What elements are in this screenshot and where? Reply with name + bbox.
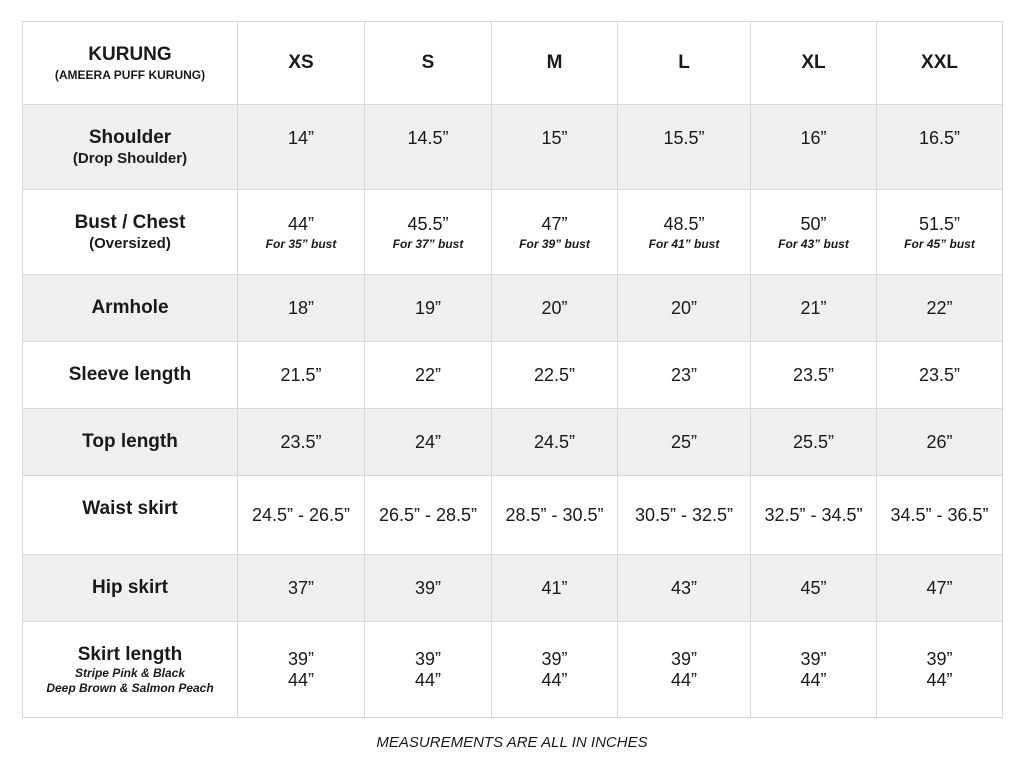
- measurement-value: 24”: [414, 431, 441, 452]
- value-cell: [618, 555, 751, 622]
- value-cell: [492, 622, 618, 718]
- row-label-cell: [23, 622, 238, 718]
- value-cell: [751, 190, 877, 275]
- value-cell: [618, 105, 751, 190]
- row-armhole: [23, 275, 1003, 342]
- row-shoulder: [23, 105, 1003, 190]
- measurement-value: 48.5”: [663, 213, 705, 234]
- measurement-value: 44”: [800, 669, 827, 690]
- value-cell: [365, 105, 492, 190]
- measurement-value: 25.5”: [792, 431, 835, 452]
- row-label: Skirt length: [77, 643, 183, 665]
- value-cell: [751, 555, 877, 622]
- value-cell: [492, 409, 618, 476]
- measurement-value: 25”: [670, 431, 697, 452]
- measurement-value: 44”: [541, 669, 568, 690]
- value-cell: [618, 409, 751, 476]
- measurement-value: 39”: [800, 648, 827, 669]
- bust-note: For 35” bust: [265, 236, 337, 251]
- value-cell: [751, 622, 877, 718]
- measurement-value: 28.5” - 30.5”: [505, 504, 604, 525]
- measurement-value: 23.5”: [918, 364, 961, 385]
- value-cell: [492, 190, 618, 275]
- measurement-value: 37”: [287, 577, 314, 598]
- value-cell: [618, 476, 751, 555]
- measurement-value: 15.5”: [663, 128, 705, 148]
- measurement-value: 32.5” - 34.5”: [764, 504, 863, 525]
- measurement-value: 14.5”: [407, 128, 449, 148]
- row-label-cell: [23, 342, 238, 409]
- row-label: Sleeve length: [68, 364, 192, 385]
- row-label: Bust / Chest: [74, 212, 186, 233]
- measurement-value: 18”: [287, 297, 314, 318]
- measurement-value: 39”: [414, 577, 441, 598]
- value-cell: [492, 275, 618, 342]
- measurement-value: 16.5”: [918, 128, 961, 148]
- size-header-xs: [238, 22, 365, 105]
- bust-note: For 37” bust: [392, 236, 464, 251]
- measurement-value: 23.5”: [792, 364, 835, 385]
- size-header-xl: [751, 22, 877, 105]
- row-top-length: [23, 409, 1003, 476]
- measurement-value: 24.5” - 26.5”: [251, 504, 351, 525]
- row-sublabel: Stripe Pink & Black: [74, 665, 186, 680]
- measurement-value: 45”: [800, 577, 827, 598]
- measurement-value: 39”: [670, 648, 697, 669]
- measurement-value: 22.5”: [533, 364, 576, 385]
- row-skirt-length: [23, 622, 1003, 718]
- value-cell: [492, 105, 618, 190]
- value-cell: [492, 555, 618, 622]
- row-hip-skirt: [23, 555, 1003, 622]
- measurement-value: 50”: [800, 213, 827, 234]
- bust-note: For 41” bust: [648, 236, 720, 251]
- value-cell: [238, 190, 365, 275]
- product-header-cell: [23, 22, 238, 105]
- bust-note: For 43” bust: [778, 236, 849, 251]
- value-cell: [877, 409, 1003, 476]
- bust-note: For 45” bust: [904, 236, 975, 251]
- size-label: XL: [801, 52, 826, 73]
- size-label: XS: [288, 52, 314, 73]
- value-cell: [238, 409, 365, 476]
- size-label: S: [421, 52, 435, 73]
- measurement-value: 21”: [800, 297, 827, 318]
- value-cell: [365, 555, 492, 622]
- size-header-xxl: [877, 22, 1003, 105]
- row-sleeve-length: [23, 342, 1003, 409]
- measurement-value: 43”: [670, 577, 697, 598]
- measurement-value: 41”: [541, 577, 568, 598]
- size-label: M: [546, 52, 563, 73]
- measurement-value: 44”: [670, 669, 697, 690]
- measurement-value: 39”: [287, 648, 314, 669]
- value-cell: [751, 105, 877, 190]
- measurement-value: 24.5”: [533, 431, 576, 452]
- row-label: Waist skirt: [82, 498, 178, 519]
- bust-note: For 39” bust: [519, 236, 590, 251]
- value-cell: [877, 622, 1003, 718]
- measurement-value: 44”: [414, 669, 441, 690]
- measurement-value: 23”: [670, 364, 697, 385]
- measurement-value: 44”: [287, 213, 314, 234]
- row-label-cell: [23, 105, 238, 190]
- value-cell: [365, 275, 492, 342]
- row-label-cell: [23, 555, 238, 622]
- value-cell: [365, 190, 492, 275]
- measurement-value: 47”: [926, 577, 953, 598]
- product-title: KURUNG: [88, 44, 172, 65]
- measurement-value: 39”: [414, 648, 441, 669]
- value-cell: [238, 275, 365, 342]
- product-subtitle: (AMEERA PUFF KURUNG): [54, 68, 206, 82]
- row-sublabel: Deep Brown & Salmon Peach: [46, 680, 214, 695]
- size-header-m: [492, 22, 618, 105]
- row-label-cell: [23, 190, 238, 275]
- measurement-value: 20”: [670, 297, 697, 318]
- value-cell: [618, 190, 751, 275]
- measurement-value: 26.5” - 28.5”: [378, 504, 478, 525]
- size-header-l: [618, 22, 751, 105]
- value-cell: [365, 409, 492, 476]
- value-cell: [238, 555, 365, 622]
- measurement-value: 22”: [414, 364, 441, 385]
- row-label: Shoulder: [88, 127, 172, 148]
- row-label-cell: [23, 476, 238, 555]
- value-cell: [238, 476, 365, 555]
- row-label: Armhole: [91, 297, 169, 318]
- row-bust-chest: [23, 190, 1003, 275]
- size-header-s: [365, 22, 492, 105]
- size-chart-table: [22, 21, 1003, 718]
- size-label: XXL: [921, 52, 958, 73]
- value-cell: [618, 342, 751, 409]
- size-label: L: [678, 52, 690, 73]
- value-cell: [238, 105, 365, 190]
- row-waist-skirt: [23, 476, 1003, 555]
- value-cell: [877, 476, 1003, 555]
- row-label-cell: [23, 409, 238, 476]
- value-cell: [877, 190, 1003, 275]
- row-sublabel: (Oversized): [89, 235, 171, 252]
- value-cell: [365, 476, 492, 555]
- header-row: [23, 22, 1003, 105]
- measurement-value: 23.5”: [280, 431, 322, 452]
- value-cell: [877, 555, 1003, 622]
- measurement-value: 44”: [926, 669, 953, 690]
- value-cell: [751, 476, 877, 555]
- row-sublabel: (Drop Shoulder): [72, 150, 188, 167]
- measurement-value: 16”: [800, 128, 827, 148]
- value-cell: [238, 342, 365, 409]
- value-cell: [877, 275, 1003, 342]
- value-cell: [365, 622, 492, 718]
- measurement-value: 22”: [926, 297, 953, 318]
- row-label: Top length: [82, 431, 178, 452]
- measurement-value: 26”: [926, 431, 953, 452]
- measurement-value: 20”: [541, 297, 568, 318]
- measurement-value: 34.5” - 36.5”: [890, 504, 989, 525]
- measurement-value: 21.5”: [280, 364, 322, 385]
- measurement-value: 47”: [541, 213, 568, 234]
- value-cell: [492, 342, 618, 409]
- value-cell: [238, 622, 365, 718]
- row-label: Hip skirt: [91, 577, 169, 598]
- measurement-value: 14”: [287, 128, 314, 148]
- value-cell: [492, 476, 618, 555]
- value-cell: [877, 105, 1003, 190]
- value-cell: [751, 409, 877, 476]
- measurement-value: 45.5”: [407, 213, 449, 234]
- measurement-value: 39”: [541, 648, 568, 669]
- measurement-value: 15”: [541, 128, 568, 148]
- row-label-cell: [23, 275, 238, 342]
- value-cell: [365, 342, 492, 409]
- measurement-value: 44”: [287, 669, 314, 690]
- value-cell: [618, 275, 751, 342]
- value-cell: [751, 342, 877, 409]
- measurement-value: 39”: [926, 648, 953, 669]
- value-cell: [751, 275, 877, 342]
- measurement-value: 30.5” - 32.5”: [634, 504, 734, 525]
- measurement-value: 51.5”: [918, 213, 961, 234]
- value-cell: [618, 622, 751, 718]
- units-footnote: MEASUREMENTS ARE ALL IN INCHES: [376, 734, 648, 751]
- measurement-value: 19”: [414, 297, 441, 318]
- value-cell: [877, 342, 1003, 409]
